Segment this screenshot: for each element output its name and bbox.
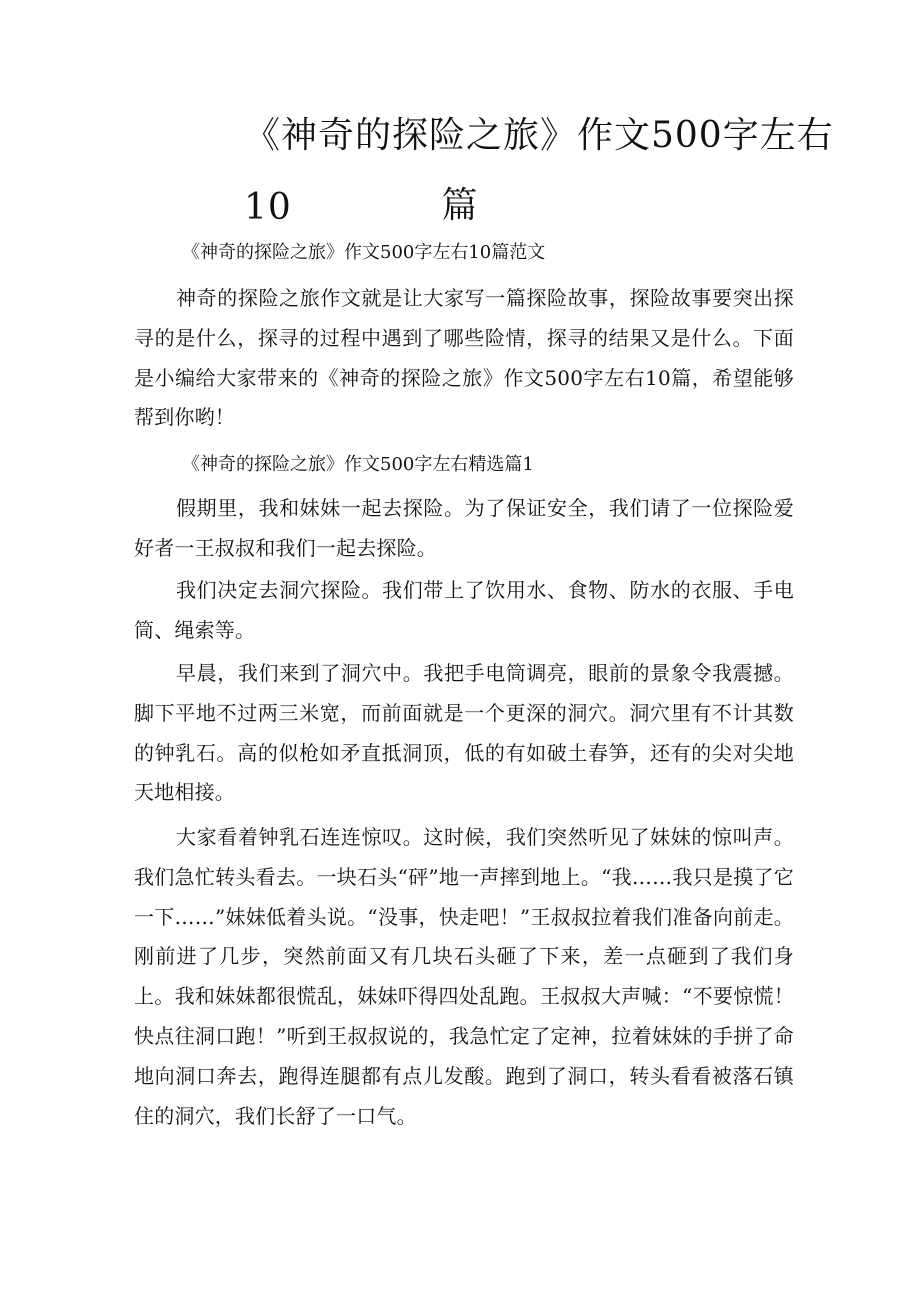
section-heading: 《神奇的探险之旅》作文500字左右精选篇1 <box>182 454 534 475</box>
body-paragraph: 大家看着钟乳石连连惊叹。这时候，我们突然听见了妹妹的惊叫声。我们急忙转头看去。一块石头“砰”地一声摔到地上。“我……我只是摸了它一下……”妹妹低着头说。“没事，快走吧！”王叔叔拉着我们准备向前走。刚前进了几步，突然前面又有几块石头砸了下来，差一点砸到了我们身上。我和妹妹都很慌乱，妹妹吓得四处乱跑。王叔叔大声喊：“不要惊慌！快点往洞口跑！”听到王叔叔说的，我急忙定了定神，拉着妹妹的手拼了命地向洞口奔去，跑得连腿都有点儿发酸。跑到了洞口，转头看看被落石镇住的洞穴，我们长舒了一口气。 <box>134 825 794 1128</box>
body-paragraph: 假期里，我和妹妹一起去探险。为了保证安全，我们请了一位探险爱好者一王叔叔和我们一起去探险。 <box>134 496 794 560</box>
body-paragraph: 我们决定去洞穴探险。我们带上了饮用水、食物、防水的衣服、手电筒、绳索等。 <box>134 578 794 642</box>
body-paragraph: 早晨，我们来到了洞穴中。我把手电筒调亮，眼前的景象令我震撼。脚下平地不过两三米宽，而前面就是一个更深的洞穴。洞穴里有不计其数的钟乳石。高的似枪如矛直抵洞顶，低的有如破土春笋，还有的尖对尖地天地相接。 <box>134 661 794 805</box>
document-title-line2: 篇 <box>441 185 479 226</box>
document-title-line1: 《神奇的探险之旅》作文500字左右10 <box>244 115 834 228</box>
intro-paragraph: 神奇的探险之旅作文就是让大家写一篇探险故事，探险故事要突出探寻的是什么，探寻的过程中遇到了哪些险情，探寻的结果又是什么。下面是小编给大家带来的《神奇的探险之旅》作文500字左右10篇，希望能够帮到你哟！ <box>134 286 794 430</box>
document-subtitle: 《神奇的探险之旅》作文500字左右10篇范文 <box>182 242 546 263</box>
